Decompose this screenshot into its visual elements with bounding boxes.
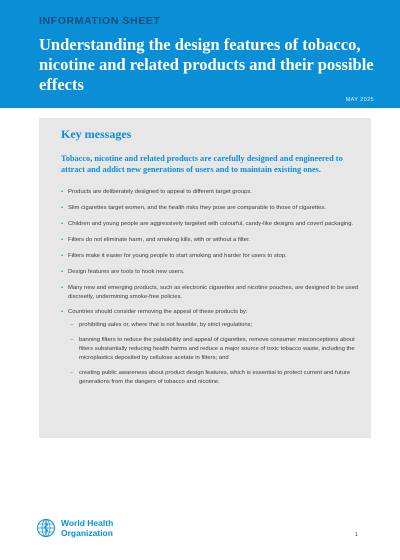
- who-emblem-icon: [36, 518, 56, 538]
- document-title: Understanding the design features of tobacco, nicotine and related products and their possible effects: [39, 35, 374, 94]
- sub-list-item: – prohibiting sales or, where that is not feasible, by strict regulations;: [68, 321, 363, 330]
- page-number: 1: [355, 532, 359, 538]
- organization-name: [61, 519, 141, 538]
- list-item: • Filters do not eliminate harm, and smoking kills, with or without a filter.: [61, 236, 363, 245]
- list-item: • Filters make it easier for young people to start smoking and harder for users to stop.: [61, 252, 363, 261]
- who-logo: [36, 518, 176, 550]
- list-item-text: Countries should consider removing the appeal of these products by:: [68, 309, 248, 316]
- list-item: • Many new and emerging products, such as electronic cigarettes and nicotine pouches, are designed to be used discreetly, undermining smoke-free policies.: [61, 284, 363, 301]
- header-banner: [0, 0, 400, 108]
- sub-list: [68, 321, 363, 386]
- list-item: • Slim cigarettes target women, and the health risks they pose are comparable to those of cigarettes.: [61, 204, 363, 213]
- list-item: • Children and young people are aggressively targeted with colourful, candy-like designs and covert packaging.: [61, 220, 363, 229]
- list-item-with-subitems: [61, 308, 363, 386]
- sub-list-item: – banning filters to reduce the palatability and appeal of cigarettes, remove consumer misconceptions about filters substantially reducing health harms and reduce a major source of toxic tobacco waste, including the microplastics deposited by cellulose acetate in filters; and: [68, 336, 363, 362]
- key-messages-heading: Key messages: [61, 127, 132, 141]
- publication-date: MAY 2025: [345, 97, 374, 103]
- organization-name-line: Organization: [61, 527, 113, 538]
- list-item: • Products are deliberately designed to appeal to different target groups.: [61, 188, 363, 197]
- organization-name-line: World Health: [61, 518, 114, 528]
- document-type-label: INFORMATION SHEET: [39, 15, 161, 27]
- list-item: • Design features are tools to hook new users.: [61, 268, 363, 277]
- sub-list-item: – creating public awareness about product design features, which is essential to protect current and future generations from the dangers of tobacco and nicotine.: [68, 369, 363, 386]
- key-messages-box: [39, 118, 371, 438]
- key-messages-list: [61, 188, 363, 394]
- key-messages-lead: Tobacco, nicotine and related products are carefully designed and engineered to attract and addict new generations of users and to maintain existing ones.: [61, 154, 343, 174]
